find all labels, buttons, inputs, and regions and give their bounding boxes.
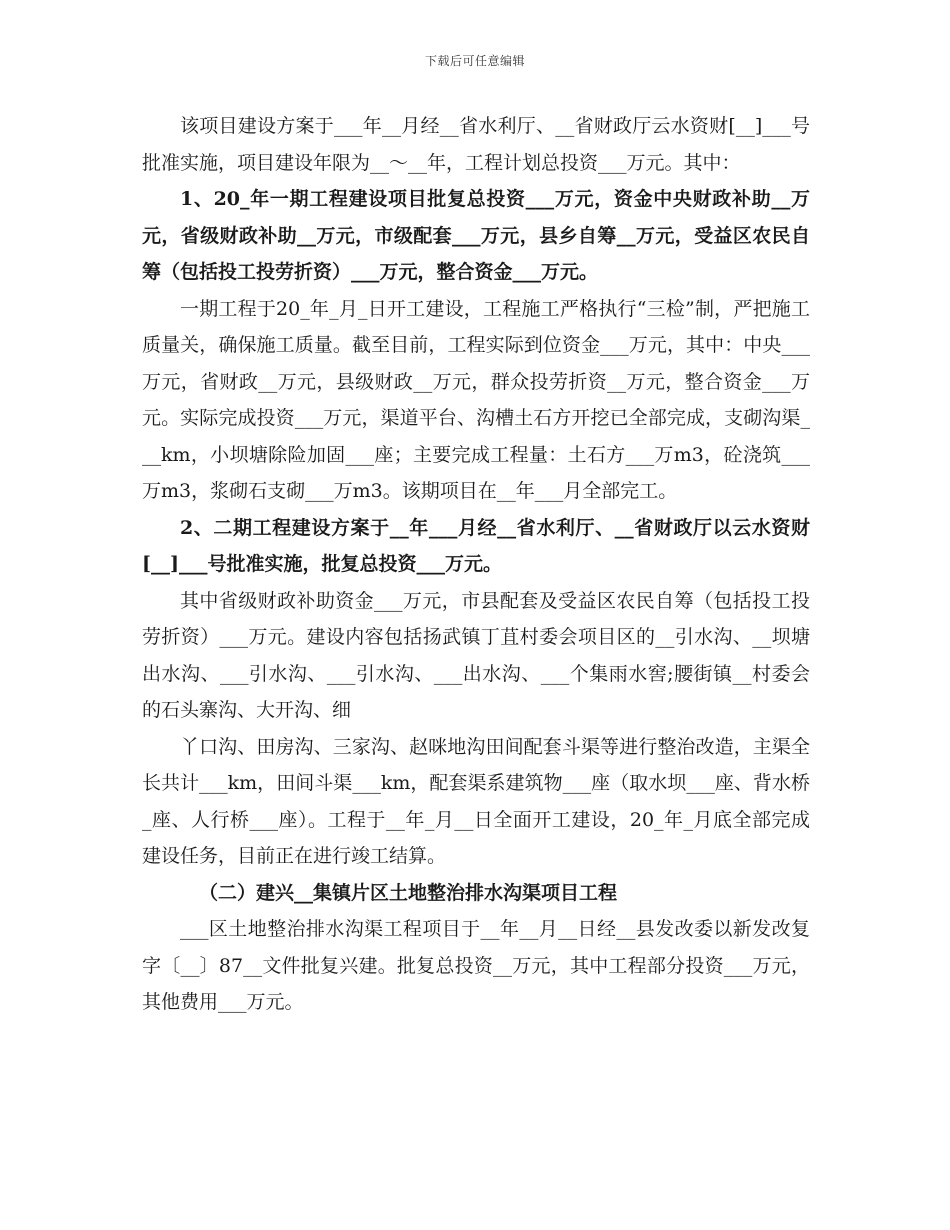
paragraph-jianxing-detail: ___区土地整治排水沟渠工程项目于__年__月__日经__县发改委以新发改复字〔__〕87__文件批复兴建。批复总投资__万元，其中工程部分投资___万元，其他费用___万元。 (142, 918, 810, 1013)
paragraph-phase-two-heading: 2、二期工程建设方案于__年___月经__省水利厅、__省财政厅以云水资财[__]___号批准实施，批复总投资___万元。 (142, 516, 810, 575)
paragraph-plan-intro: 该项目建设方案于___年__月经__省水利厅、__省财政厅云水资财[__]___号批准实施，项目建设年限为__～__年，工程计划总投资___万元。其中： (142, 115, 810, 174)
paragraph-phase-two-continued: 丫口沟、田房沟、三家沟、赵咪地沟田间配套斗渠等进行整治改造，主渠全长共计___km，田间斗渠___km，配套渠系建筑物___座（取水坝___座、背水桥_座、人行桥___座）。工程于__年_月__日全面开工建设，20_年_月底全部完成建设任务，目前正在进行竣工结算。 (142, 735, 810, 867)
paragraph-phase-one-detail: 一期工程于20_年_月_日开工建设，工程施工严格执行“三检”制，严把施工质量关，确保施工质量。截至目前，工程实际到位资金___万元，其中：中央___万元，省财政__万元，县级财政__万元，群众投劳折资__万元，整合资金___万元。实际完成投资___万元，渠道平台、沟槽土石方开挖已全部完成，支砌沟渠___km，小坝塘除险加固___座；主要完成工程量：土石方___万m3，砼浇筑___万m3，浆砌石支砌___万m3。该期项目在__年___月全部完工。 (142, 297, 810, 502)
section-heading-jianxing: （二）建兴__集镇片区土地整治排水沟渠项目工程 (199, 881, 618, 904)
paragraph-phase-one-heading: 1、20_年一期工程建设项目批复总投资___万元，资金中央财政补助__万元，省级财政补助__万元，市级配套___万元，县乡自筹__万元，受益区农民自筹（包括投工投劳折资）___万元，整合资金___万元。 (142, 188, 810, 283)
document-body (142, 108, 810, 1021)
page-header: 下载后可任意编辑 (424, 54, 525, 68)
paragraph-phase-two-detail: 其中省级财政补助资金___万元，市县配套及受益区农民自筹（包括投工投劳折资）___万元。建设内容包括扬武镇丁苴村委会项目区的__引水沟、__坝塘出水沟、___引水沟、___引水沟、___出水沟、___个集雨水窖;腰街镇__村委会的石头寨沟、大开沟、细 (142, 589, 810, 721)
